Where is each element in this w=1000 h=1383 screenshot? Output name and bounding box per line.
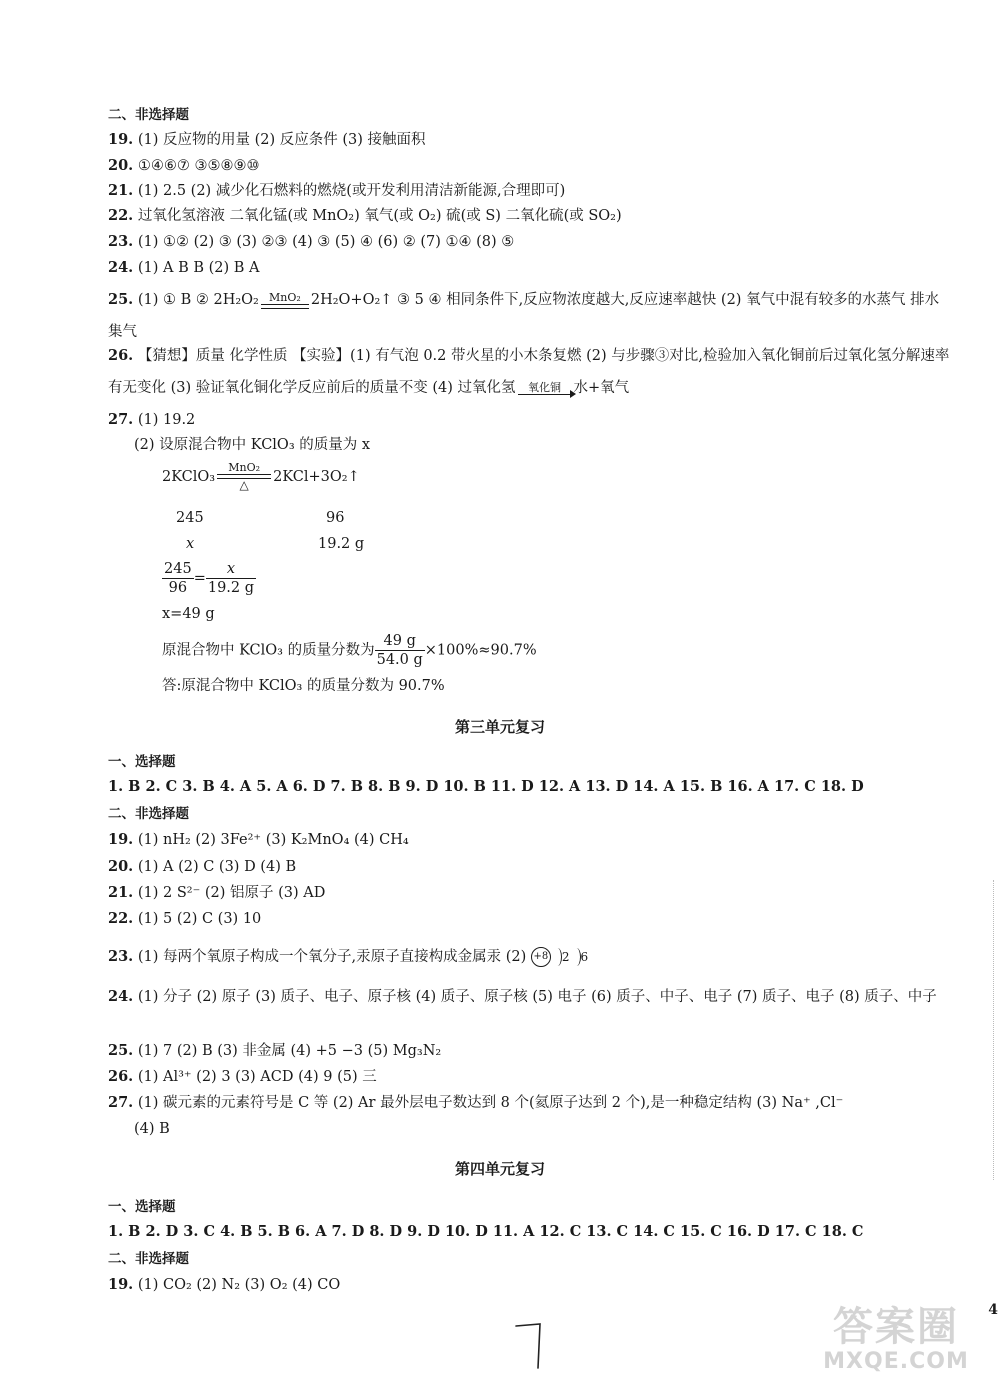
molar-mass-2: 96: [326, 510, 345, 526]
unit3-choice-header: 一、选择题: [108, 754, 176, 770]
unit4-title: 第四单元复习: [454, 1160, 545, 1178]
handwritten-seven: [510, 1318, 550, 1378]
unit3-answer-26: 26. (1) Al³⁺ (2) 3 (3) ACD (4) 9 (5) 三: [108, 1068, 377, 1085]
unit3-answer-21: 21. (1) 2 S²⁻ (2) 铝原子 (3) AD: [108, 884, 326, 901]
unit3-answer-25: 25. (1) 7 (2) B (3) 非金属 (4) +5 −3 (5) Mg₃N₂: [108, 1042, 442, 1059]
unit4-answer-19: 19. (1) CO₂ (2) N₂ (3) O₂ (4) CO: [108, 1276, 341, 1293]
ratio-equation: $\frac{245}{96}$ = $\frac{x}{19.2 g}$: [164, 561, 255, 596]
unit3-answer-22: 22. (1) 5 (2) C (3) 10: [108, 910, 262, 927]
variable-x: x: [186, 536, 195, 552]
answer-24: 24. (1) A B B (2) B A: [108, 259, 260, 276]
unit4-choice-header: 一、选择题: [108, 1199, 176, 1215]
answer-21: 21. (1) 2.5 (2) 减少化石燃料的燃烧(或开发利用清洁新能源,合理即可): [108, 182, 566, 199]
chemical-equation: 2KClO₃ MnO₂ △ 2KCl+3O₂↑: [162, 461, 360, 492]
answer-20: 20. ①④⑥⑦ ③⑤⑧⑨⑩: [108, 157, 260, 174]
reaction-arrow: MnO₂ △: [217, 462, 271, 492]
watermark-logo: 答案圈 MXQE.COM: [823, 1304, 969, 1374]
unit3-answer-20: 20. (1) A (2) C (3) D (4) B: [108, 858, 297, 875]
unit3-answer-27-part4: (4) B: [134, 1121, 170, 1137]
answer-27: 27. (1) 19.2: [108, 411, 196, 428]
mass-fraction: 原混合物中 KClO₃ 的质量分数为 $\frac{49 g}{54.0 g}$ ×100%≈90.7%: [162, 633, 537, 668]
answer-22: 22. 过氧化氢溶液 二氧化锰(或 MnO₂) 氧气(或 O₂) 硫(或 S) 二氧化硫(或 SO₂): [108, 207, 622, 224]
molar-mass-1: 245: [176, 510, 204, 526]
unit3-answer-27: 27. (1) 碳元素的元素符号是 C 等 (2) Ar 最外层电子数达到 8 个(氦原子达到 2 个),是一种稳定结构 (3) Na⁺ ,Cl⁻: [108, 1094, 844, 1111]
answer-25: 25. (1) ① B ② 2H₂O₂ MnO₂ 2H₂O+O₂↑ ③ 5 ④ 相同条件下,反应物浓度越大,反应速率越快 (2) 氧气中混有较多的水蒸气 排水集气: [108, 290, 940, 340]
final-answer: 答:原混合物中 KClO₃ 的质量分数为 90.7%: [162, 678, 445, 694]
unit3-choice-answers: 1. B 2. C 3. B 4. A 5. A 6. D 7. B 8. B 9. D 10. B 11. D 12. A 13. D 14. A 15. B 16. A 17. C 18. D: [108, 778, 864, 795]
unit3-answer-24: 24. (1) 分子 (2) 原子 (3) 质子、电子、原子核 (4) 质子、原子核 (5) 电子 (6) 质子、中子、电子 (7) 质子、电子 (8) 质子、中子: [108, 988, 937, 1005]
page-edge-dots: [992, 880, 994, 1180]
atom-structure-diagram: +8 2 6: [531, 949, 588, 965]
given-mass: 19.2 g: [318, 536, 365, 552]
solution-x: x=49 g: [162, 606, 215, 622]
reaction-arrow: 氧化铜: [518, 382, 572, 395]
unit4-choice-answers: 1. B 2. D 3. C 4. B 5. B 6. A 7. D 8. D 9. D 10. D 11. A 12. C 13. C 14. C 15. C 16. D 17. C 18. C: [108, 1223, 864, 1240]
page-number: 4: [988, 1302, 998, 1318]
unit3-nonchoice-header: 二、非选择题: [108, 806, 189, 822]
section-header-nonchoice: 二、非选择题: [108, 107, 189, 123]
unit3-answer-23: 23. (1) 每两个氧原子构成一个氧分子,汞原子直接构成金属汞 (2) +8 2 6: [108, 948, 589, 965]
unit3-answer-19: 19. (1) nH₂ (2) 3Fe²⁺ (3) K₂MnO₄ (4) CH₄: [108, 831, 409, 848]
reaction-arrow: MnO₂: [261, 292, 309, 309]
answer-19: 19. (1) 反应物的用量 (2) 反应条件 (3) 接触面积: [108, 131, 426, 148]
answer-26: 26. 【猜想】质量 化学性质 【实验】(1) 有气泡 0.2 带火星的小木条复燃 (2) 与步骤③对比,检验加入氧化铜前后过氧化氢分解速率有无变化 (3) 验证氧化铜化学反应前后的质量不变 (4) 过氧化氢 氧化铜 水+氧气: [108, 347, 950, 396]
answer-27-setup: (2) 设原混合物中 KClO₃ 的质量为 x: [134, 437, 371, 453]
unit4-nonchoice-header: 二、非选择题: [108, 1251, 189, 1267]
answer-23: 23. (1) ①② (2) ③ (3) ②③ (4) ③ (5) ④ (6) ② (7) ①④ (8) ⑤: [108, 233, 515, 250]
unit3-title: 第三单元复习: [454, 718, 545, 736]
